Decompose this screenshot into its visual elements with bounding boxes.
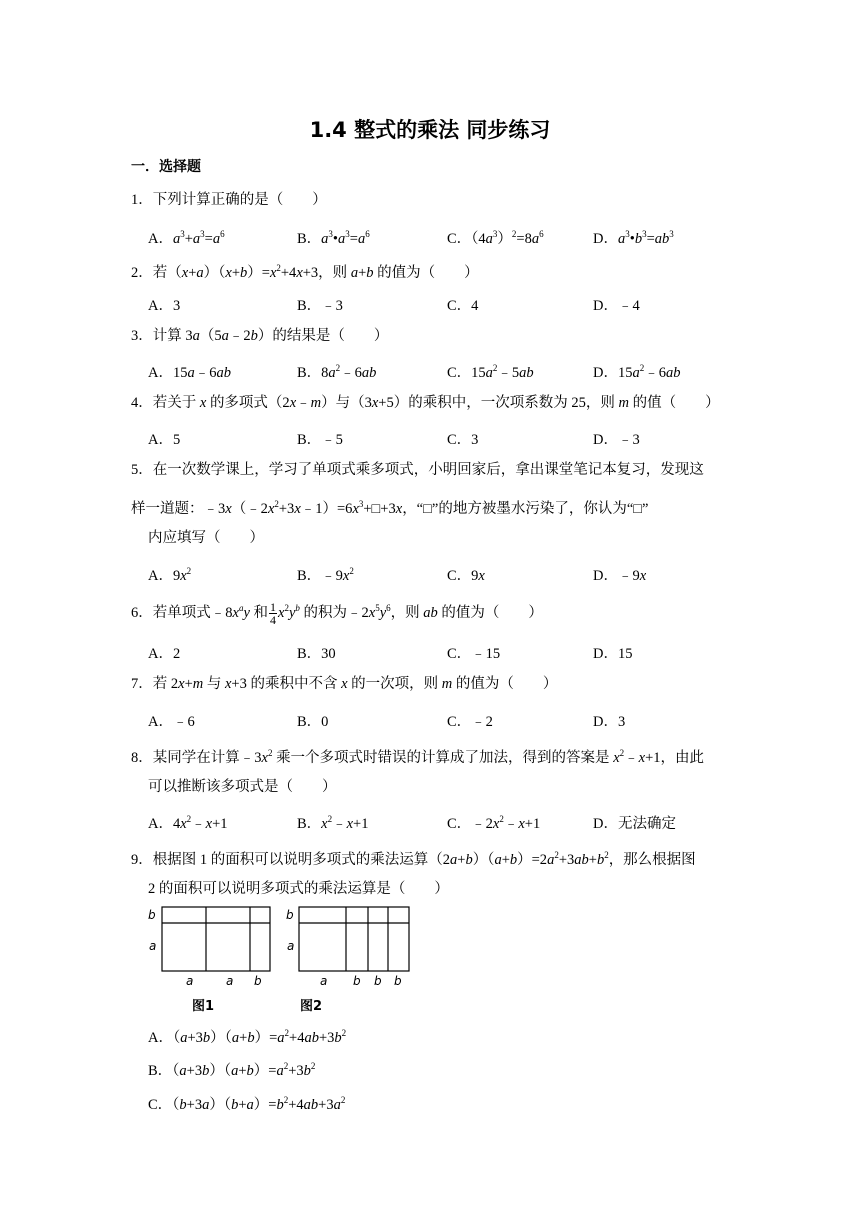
figure-1-caption: 图1: [192, 999, 215, 1014]
question-4-option-b[interactable]: B．﹣5: [297, 432, 343, 448]
question-9-stem-line1: 9．根据图 1 的面积可以说明多项式的乘法运算$(2a+b)(a+b)=2a^2+3ab+b^2$，那么根据图: [131, 850, 696, 868]
figure-1-label-a-bottom-1: a: [186, 974, 194, 988]
figure-2: [284, 904, 414, 1019]
question-1-option-c[interactable]: C．$(4a^3)^2=8a^6$: [447, 229, 544, 247]
question-3-options: [148, 361, 748, 385]
question-2-option-d[interactable]: D．﹣4: [593, 298, 640, 314]
question-5-option-a[interactable]: A．$9x^2$: [148, 566, 192, 584]
question-1-option-b[interactable]: B．$a^3•a^3=a^6$: [297, 229, 370, 247]
question-5-option-d[interactable]: D．﹣9x: [593, 568, 647, 584]
figure-1: [146, 904, 276, 1019]
question-6-stem: 6．若单项式$﹣8x^ay$ 和 $\frac{1}{4}$ $x^2y^b$ 的积为$﹣2x^5y^6$，则 ab 的值为（ ）: [131, 600, 543, 628]
question-9-option-b[interactable]: B．$(a+3b)(a+b)=a^2+3b^2$: [148, 1061, 316, 1079]
question-5-stem-line2: 样一道题：$﹣3x(﹣2x^2+3x﹣1)=6x^3+□+3x$，“□”的地方被墨水污染了，你认为“□”: [131, 499, 649, 517]
question-5-options: [148, 564, 748, 588]
question-4-option-a[interactable]: A．5: [148, 432, 181, 448]
question-3-option-b[interactable]: B．$8a^2﹣6ab$: [297, 363, 377, 381]
figure-2-label-a-left: a: [287, 939, 295, 953]
question-6-option-c[interactable]: C．﹣15: [447, 646, 501, 662]
question-2-option-c[interactable]: C．4: [447, 298, 479, 314]
question-7-option-a[interactable]: A．﹣6: [148, 714, 195, 730]
figure-2-caption: 图2: [300, 999, 323, 1014]
question-4-option-c[interactable]: C．3: [447, 432, 479, 448]
fraction-one-quarter: $\frac{1}{4}$: [270, 600, 276, 628]
question-7-option-c[interactable]: C．﹣2: [447, 714, 493, 730]
question-7-option-d[interactable]: D．3: [593, 714, 626, 730]
question-4-stem: 4．若关于 x 的多项式（2x﹣m）与（3x+5）的乘积中，一次项系数为 25，则 m 的值（ ）: [131, 395, 720, 411]
question-1-stem: 1．下列计算正确的是（ ）: [131, 192, 327, 208]
question-6-option-a[interactable]: A．2: [148, 646, 181, 662]
figure-2-label-b-bottom-3: b: [394, 974, 402, 988]
section-heading: 一．选择题: [131, 159, 201, 175]
question-8-option-b[interactable]: B．$x^2﹣x+1$: [297, 814, 369, 832]
question-2-option-a[interactable]: A．3: [148, 298, 181, 314]
question-2-option-b[interactable]: B．﹣3: [297, 298, 343, 314]
question-7-options: [148, 710, 748, 734]
question-9-option-c[interactable]: C．$(b+3a)(b+a)=b^2+4ab+3a^2$: [148, 1095, 346, 1113]
question-3-stem: 3．计算 3a（5a﹣2b）的结果是（ ）: [131, 328, 389, 344]
question-4-options: [148, 428, 748, 452]
question-1-option-d[interactable]: D．$a^3•b^3=ab^3$: [593, 229, 674, 247]
question-5-stem-line1: 5．在一次数学课上，学习了单项式乘多项式，小明回家后，拿出课堂笔记本复习，发现这: [131, 462, 704, 478]
question-9-stem-line2: 2 的面积可以说明多项式的乘法运算是（ ）: [148, 881, 449, 897]
figure-2-label-b-bottom-2: b: [374, 974, 382, 988]
question-7-stem: 7．若 2x+m 与 x+3 的乘积中不含 x 的一次项，则 m 的值为（ ）: [131, 676, 558, 692]
figure-1-label-a-left: a: [149, 939, 157, 953]
figure-1-label-a-bottom-2: a: [226, 974, 234, 988]
question-5-stem-line3: 内应填写（ ）: [148, 530, 264, 546]
question-3-option-c[interactable]: C．$15a^2﹣5ab$: [447, 363, 534, 381]
figure-2-label-b-bottom-1: b: [353, 974, 361, 988]
question-3-option-a[interactable]: A．15a﹣6ab: [148, 365, 231, 381]
question-1-option-a[interactable]: A．$a^3+a^3=a^6$: [148, 229, 225, 247]
question-8-options: [148, 812, 748, 836]
question-8-option-c[interactable]: C．$﹣2x^2﹣x+1$: [447, 814, 541, 832]
question-5-option-c[interactable]: C．9x: [447, 568, 485, 584]
page-title: 1.4 整式的乘法 同步练习: [309, 118, 551, 142]
figure-1-diagram: [146, 904, 276, 1014]
question-1-options: [148, 227, 748, 251]
figure-2-label-a-bottom: a: [320, 974, 328, 988]
question-2-stem: 2．若$(x+a)(x+b)=x^2+4x+3$，则 a+b 的值为（ ）: [131, 263, 479, 281]
question-8-option-a[interactable]: A．$4x^2﹣x+1$: [148, 814, 228, 832]
question-6-option-b[interactable]: B．30: [297, 646, 336, 662]
question-8-stem-line2: 可以推断该多项式是（ ）: [148, 779, 337, 795]
question-3-option-d[interactable]: D．$15a^2﹣6ab$: [593, 363, 681, 381]
question-8-option-d[interactable]: D．无法确定: [593, 816, 676, 832]
question-8-stem-line1: 8．某同学在计算$﹣3x^2$ 乘一个多项式时错误的计算成了加法，得到的答案是 $x^2﹣x+1$，由此: [131, 748, 704, 766]
question-5-option-b[interactable]: B．$﹣9x^2$: [297, 566, 354, 584]
figure-1-label-b-bottom: b: [254, 974, 262, 988]
figure-2-label-b-left: b: [286, 908, 294, 922]
question-6-options: [148, 642, 748, 666]
question-2-options: [148, 294, 748, 318]
question-4-option-d[interactable]: D．﹣3: [593, 432, 640, 448]
question-6-option-d[interactable]: D．15: [593, 646, 633, 662]
question-9-option-a[interactable]: A．$(a+3b)(a+b)=a^2+4ab+3b^2$: [148, 1028, 347, 1046]
figure-1-label-b-left: b: [148, 908, 156, 922]
figure-2-diagram: [284, 904, 414, 1014]
question-7-option-b[interactable]: B．0: [297, 714, 329, 730]
